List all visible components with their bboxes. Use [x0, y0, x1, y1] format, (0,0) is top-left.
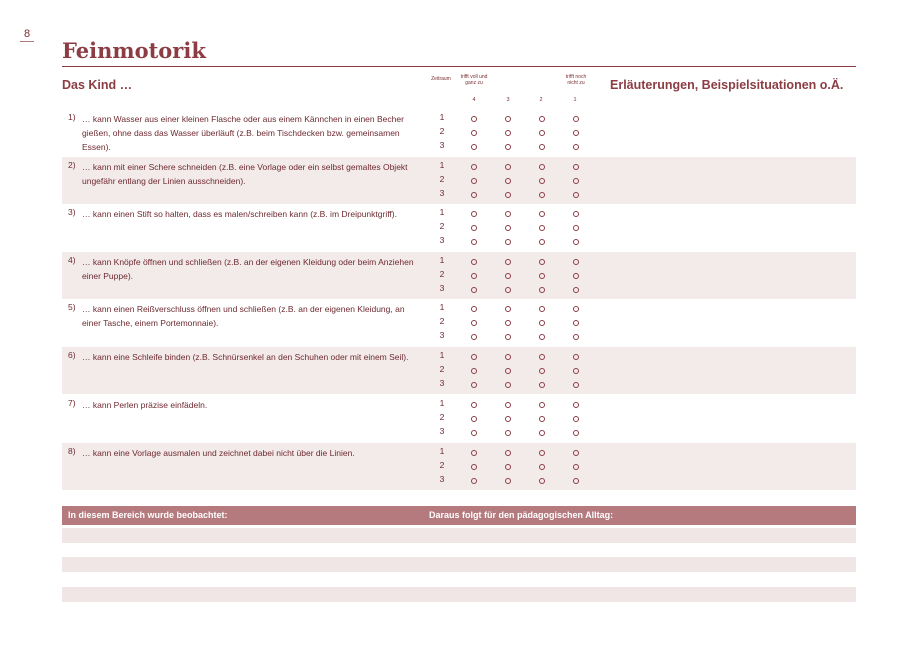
item-row [62, 443, 856, 490]
rating-radio-4[interactable] [471, 192, 477, 198]
rating-radio-2[interactable] [539, 259, 545, 265]
rating-radio-2[interactable] [539, 225, 545, 231]
item-text: … kann Knöpfe öffnen und schließen (z.B. an der eigenen Kleidung oder beim Anziehen einer Puppe). [82, 257, 414, 281]
rating-radio-3[interactable] [505, 192, 511, 198]
rating-radio-2[interactable] [539, 402, 545, 408]
item-number: 5) [68, 302, 76, 312]
rating-radio-3[interactable] [505, 164, 511, 170]
rating-radio-1[interactable] [573, 354, 579, 360]
item-text: … kann mit einer Schere schneiden (z.B. eine Vorlage oder ein selbst gemaltes Objekt ungefähr entlang der Linien ausschneiden). [82, 162, 408, 186]
rating-radio-2[interactable] [539, 239, 545, 245]
time-period-label: 1 [439, 255, 445, 265]
rating-radio-1[interactable] [573, 178, 579, 184]
page-number: 8 [24, 28, 31, 40]
rating-radio-3[interactable] [505, 320, 511, 326]
rating-radio-3[interactable] [505, 334, 511, 340]
rating-radio-4[interactable] [471, 368, 477, 374]
rating-radio-3[interactable] [505, 178, 511, 184]
rating-radio-4[interactable] [471, 164, 477, 170]
rating-radio-3[interactable] [505, 287, 511, 293]
time-period-label: 2 [439, 412, 445, 422]
rating-radio-3[interactable] [505, 211, 511, 217]
rating-radio-4[interactable] [471, 354, 477, 360]
time-period-label: 3 [439, 426, 445, 436]
rating-radio-1[interactable] [573, 416, 579, 422]
rating-radio-2[interactable] [539, 416, 545, 422]
item-row [62, 157, 856, 204]
rating-radio-2[interactable] [539, 192, 545, 198]
time-period-label: 3 [439, 140, 445, 150]
rating-radio-4[interactable] [471, 450, 477, 456]
item-text: … kann Perlen präzise einfädeln. [82, 400, 208, 410]
rating-radio-4[interactable] [471, 259, 477, 265]
time-period-label: 1 [439, 350, 445, 360]
time-period-label: 2 [439, 221, 445, 231]
rating-radio-1[interactable] [573, 116, 579, 122]
rating-radio-3[interactable] [505, 130, 511, 136]
rating-radio-3[interactable] [505, 306, 511, 312]
time-period-label: 2 [439, 364, 445, 374]
title-divider [62, 66, 856, 67]
rating-radio-1[interactable] [573, 192, 579, 198]
item-text: … kann einen Stift so halten, dass es malen/schreiben kann (z.B. im Dreipunktgriff). [82, 209, 397, 219]
time-period-label: 3 [439, 283, 445, 293]
rating-radio-3[interactable] [505, 259, 511, 265]
scale-label-1: 1 [573, 97, 577, 103]
summary-header-bar [62, 506, 856, 525]
scale-label-4: 4 [472, 97, 476, 103]
rating-radio-2[interactable] [539, 273, 545, 279]
rating-radio-2[interactable] [539, 334, 545, 340]
rating-radio-3[interactable] [505, 273, 511, 279]
rating-radio-4[interactable] [471, 478, 477, 484]
rating-radio-2[interactable] [539, 354, 545, 360]
rating-radio-3[interactable] [505, 430, 511, 436]
item-number: 2) [68, 160, 76, 170]
notes-line-3[interactable] [62, 587, 856, 602]
notes-line-2[interactable] [62, 557, 856, 572]
column-header-notes: Erläuterungen, Beispielsituationen o.Ä. [610, 78, 844, 92]
rating-radio-1[interactable] [573, 259, 579, 265]
rating-radio-1[interactable] [573, 450, 579, 456]
rating-radio-2[interactable] [539, 450, 545, 456]
rating-radio-4[interactable] [471, 116, 477, 122]
rating-radio-4[interactable] [471, 144, 477, 150]
rating-radio-3[interactable] [505, 416, 511, 422]
time-period-label: 1 [439, 112, 445, 122]
item-row [62, 252, 856, 299]
header-zeitraum: Zeitraum [431, 76, 451, 82]
item-number: 3) [68, 207, 76, 217]
rating-radio-1[interactable] [573, 287, 579, 293]
rating-radio-1[interactable] [573, 130, 579, 136]
scale-label-3: 3 [506, 97, 510, 103]
rating-radio-3[interactable] [505, 116, 511, 122]
summary-consequence-label: Daraus folgt für den pädagogischen Alltag: [429, 510, 614, 520]
rating-radio-1[interactable] [573, 144, 579, 150]
time-period-label: 2 [439, 460, 445, 470]
time-period-label: 2 [439, 126, 445, 136]
item-row [62, 299, 856, 346]
time-period-label: 3 [439, 188, 445, 198]
rating-radio-1[interactable] [573, 334, 579, 340]
page-title: Feinmotorik [62, 38, 206, 63]
time-period-label: 1 [439, 160, 445, 170]
rating-radio-1[interactable] [573, 430, 579, 436]
rating-radio-1[interactable] [573, 239, 579, 245]
rating-radio-1[interactable] [573, 306, 579, 312]
item-number: 6) [68, 350, 76, 360]
item-row [62, 395, 856, 442]
rating-radio-4[interactable] [471, 130, 477, 136]
rating-radio-2[interactable] [539, 164, 545, 170]
rating-radio-3[interactable] [505, 402, 511, 408]
item-number: 4) [68, 255, 76, 265]
item-row [62, 109, 856, 156]
rating-radio-2[interactable] [539, 116, 545, 122]
rating-radio-4[interactable] [471, 382, 477, 388]
rating-radio-1[interactable] [573, 464, 579, 470]
notes-line-1[interactable] [62, 528, 856, 543]
rating-radio-4[interactable] [471, 225, 477, 231]
item-row [62, 347, 856, 394]
time-period-label: 3 [439, 330, 445, 340]
rating-radio-4[interactable] [471, 178, 477, 184]
time-period-label: 2 [439, 316, 445, 326]
item-row [62, 204, 856, 251]
rating-radio-4[interactable] [471, 211, 477, 217]
rating-radio-4[interactable] [471, 402, 477, 408]
rating-radio-3[interactable] [505, 144, 511, 150]
rating-radio-1[interactable] [573, 478, 579, 484]
rating-radio-2[interactable] [539, 430, 545, 436]
rating-radio-1[interactable] [573, 211, 579, 217]
rating-radio-1[interactable] [573, 273, 579, 279]
time-period-label: 3 [439, 235, 445, 245]
rating-radio-4[interactable] [471, 334, 477, 340]
item-number: 1) [68, 112, 76, 122]
time-period-label: 3 [439, 474, 445, 484]
rating-radio-4[interactable] [471, 430, 477, 436]
rating-radio-4[interactable] [471, 306, 477, 312]
time-period-label: 1 [439, 207, 445, 217]
header-trifft-voll: trifft voll und ganz zu [460, 74, 488, 86]
rating-radio-2[interactable] [539, 306, 545, 312]
header-trifft-nicht: trifft noch nicht zu [565, 74, 587, 86]
rating-radio-2[interactable] [539, 478, 545, 484]
rating-radio-3[interactable] [505, 382, 511, 388]
rating-radio-3[interactable] [505, 478, 511, 484]
item-text: … kann eine Schleife binden (z.B. Schnürsenkel an den Schuhen oder mit einem Seil). [82, 352, 409, 362]
time-period-label: 2 [439, 269, 445, 279]
rating-radio-1[interactable] [573, 402, 579, 408]
rating-radio-2[interactable] [539, 211, 545, 217]
rating-radio-4[interactable] [471, 464, 477, 470]
rating-radio-1[interactable] [573, 368, 579, 374]
rating-radio-4[interactable] [471, 273, 477, 279]
rating-radio-3[interactable] [505, 225, 511, 231]
rating-radio-2[interactable] [539, 368, 545, 374]
rating-radio-3[interactable] [505, 239, 511, 245]
rating-radio-2[interactable] [539, 382, 545, 388]
rating-radio-2[interactable] [539, 320, 545, 326]
item-text: … kann Wasser aus einer kleinen Flasche oder aus einem Kännchen in einen Becher gießen, ohne dass das Wasser überläuft (z.B. beim Tischdecken bzw. gemeinsamen Essen). [82, 114, 404, 152]
scale-label-2: 2 [539, 97, 543, 103]
item-number: 8) [68, 446, 76, 456]
rating-radio-4[interactable] [471, 239, 477, 245]
rating-radio-3[interactable] [505, 354, 511, 360]
rating-radio-2[interactable] [539, 464, 545, 470]
rating-radio-2[interactable] [539, 130, 545, 136]
rating-radio-4[interactable] [471, 416, 477, 422]
item-text: … kann eine Vorlage ausmalen und zeichnet dabei nicht über die Linien. [82, 448, 355, 458]
rating-radio-1[interactable] [573, 225, 579, 231]
rating-radio-2[interactable] [539, 178, 545, 184]
time-period-label: 2 [439, 174, 445, 184]
summary-observed-label: In diesem Bereich wurde beobachtet: [68, 510, 228, 520]
rating-radio-1[interactable] [573, 164, 579, 170]
rating-radio-1[interactable] [573, 382, 579, 388]
rating-radio-3[interactable] [505, 450, 511, 456]
item-number: 7) [68, 398, 76, 408]
time-period-label: 1 [439, 398, 445, 408]
time-period-label: 1 [439, 302, 445, 312]
rating-radio-2[interactable] [539, 287, 545, 293]
rating-radio-3[interactable] [505, 368, 511, 374]
time-period-label: 3 [439, 378, 445, 388]
column-header-child: Das Kind … [62, 78, 133, 92]
rating-radio-3[interactable] [505, 464, 511, 470]
time-period-label: 1 [439, 446, 445, 456]
rating-radio-2[interactable] [539, 144, 545, 150]
rating-radio-1[interactable] [573, 320, 579, 326]
item-text: … kann einen Reißverschluss öffnen und schließen (z.B. an der eigenen Kleidung, an einer Tasche, einem Portemonnaie). [82, 304, 405, 328]
rating-radio-4[interactable] [471, 320, 477, 326]
rating-radio-4[interactable] [471, 287, 477, 293]
